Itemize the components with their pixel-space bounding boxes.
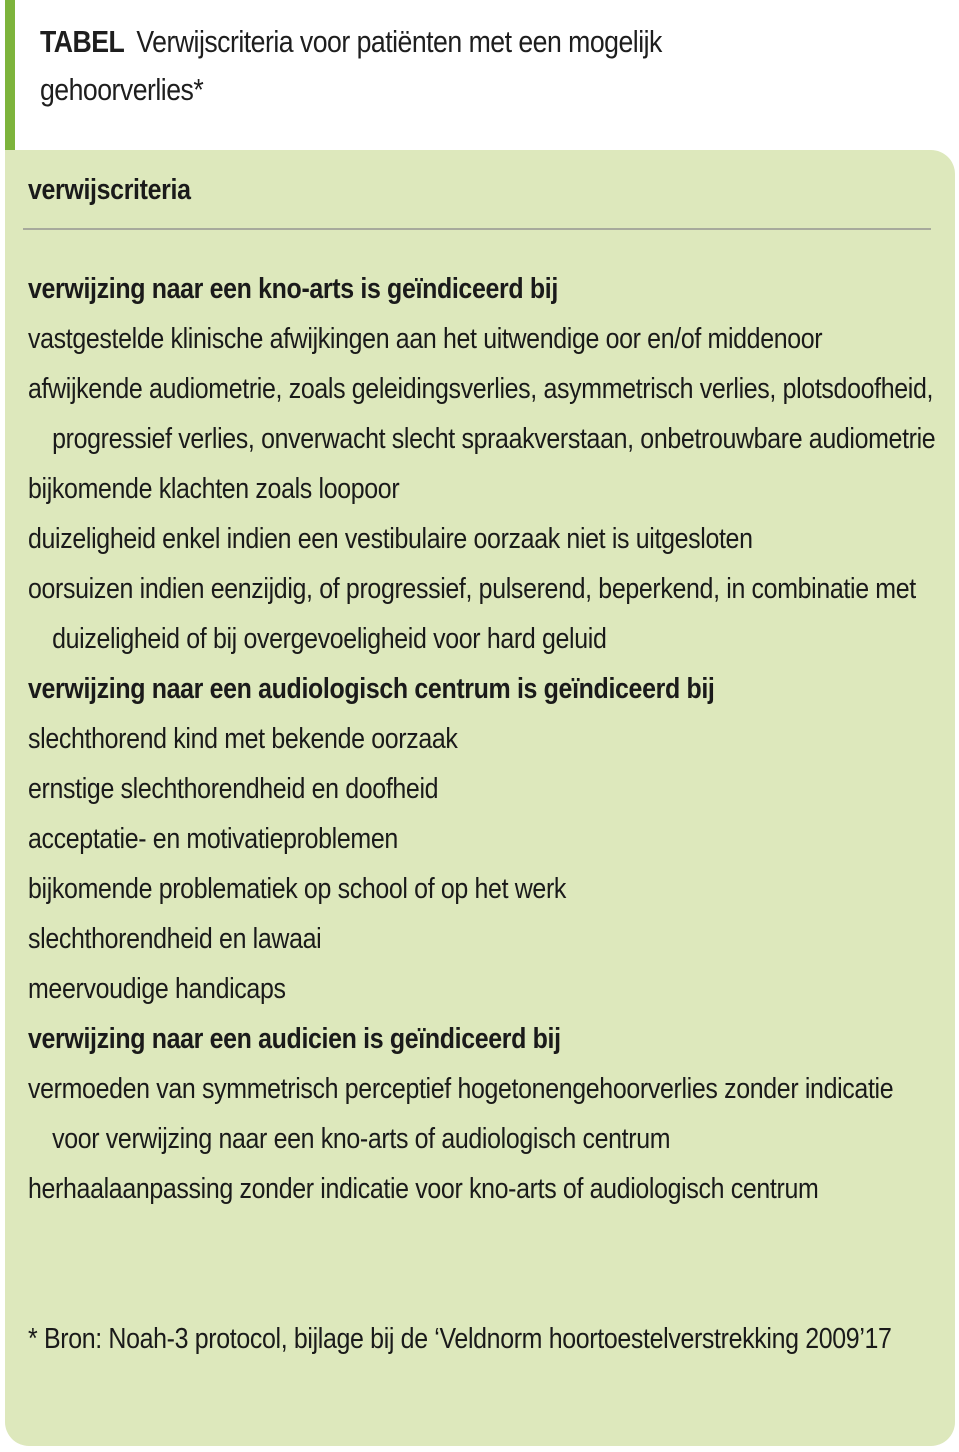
table-row: oorsuizen indien eenzijdig, of progressief, pulserend, beperkend, in combinatie met duizeligheid of bij overgevoeligheid voor hard geluid — [28, 573, 916, 655]
table-row: acceptatie- en motivatieproblemen — [28, 823, 398, 855]
table-row: afwijkende audiometrie, zoals geleidingsverlies, asymmetrisch verlies, plotsdoofheid, progressief verlies, onverwacht slecht spraakverstaan, onbetrouwbare audiometrie — [28, 373, 936, 455]
table-row: ernstige slechthorendheid en doofheid — [28, 773, 439, 805]
table-row: slechthorendheid en lawaai — [28, 923, 322, 955]
section-heading-audiologisch-centrum: verwijzing naar een audiologisch centrum is geïndiceerd bij — [28, 673, 715, 705]
table-caption — [40, 18, 797, 114]
table-row: vermoeden van symmetrisch perceptief hogetonengehoorverlies zonder indicatie voor verwijzing naar een kno-arts of audiologisch centrum — [28, 1073, 894, 1155]
table-row: slechthorend kind met bekende oorzaak — [28, 723, 458, 755]
section-heading-kno-arts: verwijzing naar een kno-arts is geïndiceerd bij — [28, 273, 558, 305]
table-row: duizeligheid enkel indien een vestibulaire oorzaak niet is uitgesloten — [28, 523, 753, 555]
table-row: bijkomende problematiek op school of op het werk — [28, 873, 567, 905]
table-row: herhaalaanpassing zonder indicatie voor kno-arts of audiologisch centrum — [28, 1173, 819, 1205]
footnote: * Bron: Noah-3 protocol, bijlage bij de ‘Veldnorm hoortoestelverstrekking 2009’17 — [28, 1323, 892, 1355]
table-panel — [5, 150, 955, 1446]
table-title: Verwijscriteria voor patiënten met een mogelijk gehoorverlies* — [40, 24, 662, 107]
table-row: bijkomende klachten zoals loopoor — [28, 473, 400, 505]
table-row: vastgestelde klinische afwijkingen aan het uitwendige oor en/of middenoor — [28, 323, 823, 355]
column-header: verwijscriteria — [28, 174, 191, 206]
table-rows — [28, 264, 940, 1214]
table-label: TABEL — [40, 24, 125, 59]
header-divider — [23, 228, 931, 230]
accent-bar — [5, 0, 15, 150]
section-heading-audicien: verwijzing naar een audicien is geïndiceerd bij — [28, 1023, 561, 1055]
table-row: meervoudige handicaps — [28, 973, 286, 1005]
